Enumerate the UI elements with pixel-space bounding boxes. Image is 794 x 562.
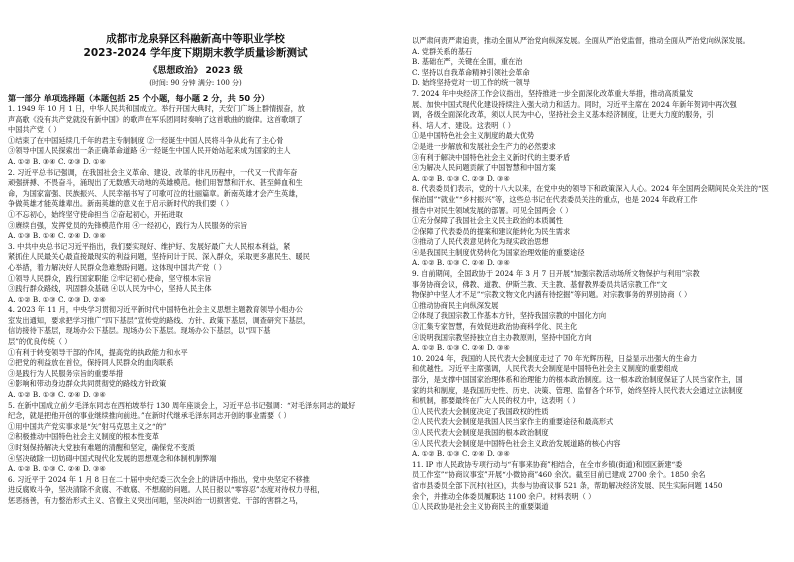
text-line: ①推动协商民主向纵深发展 [412, 300, 499, 310]
subject-title: 《思想政治》 2023 级 [148, 66, 243, 76]
text-line: 争做英雄才能英雄辈出。新南英雄的意义在于启示新时代的我们要（ ） [8, 199, 234, 209]
text-line: A. ①② B. ①③ C. ②④ D. ③④ [8, 464, 106, 474]
text-line: ③是践行为人民服务宗旨的重要举措 [8, 368, 124, 378]
text-line: 7. 2024 年中央经济工作会议指出，坚持推进一步全面深化改革重大举措，推动高质量发 [412, 88, 694, 98]
text-line: 展、加快中国式现代化建设持续注入强大动力和活力。同时，习近平主席在 2024 年新年贺词中再次强 [412, 99, 737, 109]
text-line: ③赓续自强，发挥党员的先锋模范作用 ④一经初心，践行为人民服务的宗旨 [8, 220, 248, 230]
text-line: ②体现了我国宗教工作基本方针，坚持我国宗教的中国化方向 [412, 311, 607, 321]
text-line: 余个，并推动全体委员履职达 1100 余户。材料表明（ ） [412, 491, 596, 501]
text-line: ③人民代表大会制度是我国的根本政治制度 [412, 427, 549, 437]
text-line: 纪念，就是把他开创的事业继续推向前进。”在新时代继承毛泽东同志开创的事业需要（ ） [8, 411, 291, 421]
text-line: 家的共和制度，是我国历史性、历史、决策、管理、监督各个环节，始终坚持人民代表大会通过立法制度 [412, 385, 743, 395]
text-line: ①人民代表大会制度决定了我国政权的性质 [412, 406, 549, 416]
text-line: 进反腐败斗争，坚决清除不贪腐、不敢腐、不想腐的问题。人民日报以“零容忍”态度对待权力寻租， [8, 485, 325, 495]
text-line: A. ①② B. ①③ C. ②④ D. ③④ [412, 343, 510, 353]
text-line: 11. IP 市人民政协专项行动与“有事来协商”相结合，在全市乡镇(街道)和园区新建“委 [412, 459, 683, 469]
text-line: 心举措，着力解决好人民群众急难愁盼问题。这体现中国共产党（ ） [8, 262, 226, 272]
text-line: 命，为国家富强、民族振兴、人民幸福书写了可歌可泣的壮丽篇章。新南英雄才会产生英雄， [8, 188, 303, 198]
left-question-body [8, 104, 383, 507]
text-line: ④坚决破除一切妨碍中国式现代化发展的思想观念和体制机制弊端 [8, 453, 217, 463]
text-line: 2. 习近平总书记强调，在我国社会主义革命、建设、改革的非凡历程中，一代又一代青年奋 [8, 167, 298, 177]
text-line: 员工作室”“协商议事室”开展“小微协商”460 余次。截至目前已建成 2700 余个。1850 余名 [412, 470, 706, 480]
text-line: ④是我国民主制度优势转化为国家治理效能的重要途径 [412, 247, 585, 257]
text-line: 10. 2024 年，我国的人民代表大会制度走过了 70 年光辉历程，日益显示出强大的生命力 [412, 353, 698, 363]
exam-title: 2023-2024 学年度下期期末教学质量诊断测试 [83, 47, 308, 59]
text-line: ②是进一步解放和发展社会生产力的必然要求 [412, 141, 556, 151]
text-line: 报告中对民生领域发展的部署。可见全国两会（ ） [412, 205, 573, 215]
text-line: ②人民代表大会制度是我国人民当家作主的重要途径和最高形式 [412, 417, 614, 427]
text-line: 5. 在新中国成立前夕毛泽东同志在西柏坡举行 130 周年座谈会上，习近平总书记强调：“对毛泽东同志的最好 [8, 400, 356, 410]
exam-meta: (时间: 90 分钟 满分: 100 分) [149, 79, 242, 87]
text-line: ④人民代表大会制度是中国特色社会主义政治发展道路的核心内容 [412, 438, 621, 448]
left-column [8, 30, 383, 507]
text-line: 室发出通知，要求把学习推广“四下基层”宣传党的路线、方针、政策下基层，调查研究下基层， [8, 315, 311, 325]
text-line: ①不忘初心，始终坚守使命担当 ②奋起初心，开拓进取 [8, 209, 183, 219]
text-line: ③领导中国人民探索出一条正确革命道路 ④一经诞生中国人民开始站起来成为国家的主人 [8, 146, 291, 156]
text-line: 1. 1949 年 10 月 1 日，中华人民共和国成立。举行开国大典时，天安门广场上群情振奋，放 [8, 104, 305, 113]
text-line: 调，各级全面深化改革，须以人民为中心，坚持社会主义基本经济制度，让更大力度的服务，引 [412, 110, 714, 120]
text-line: 科、培人才、建设。这表明（ ） [412, 120, 515, 130]
text-line: 3. 中共中央总书记习近平指出，我们要实现好、维护好、发展好最广大人民根本利益，紧 [8, 241, 291, 251]
text-line: 省市县委员全部下沉村(社区)，共参与协商议事 521 条，帮助解决经济发展、民生实际问题 1450 [412, 480, 723, 490]
text-line: 9. 自前期间，全国政协于 2024 年 3 月 7 日开展“加强宗教活动场所文物保护与利用”宗教 [412, 269, 700, 279]
text-line: A. ①③ B. ①④ C. ②④ D. ③④ [8, 231, 106, 241]
text-line: ③时刻保持解决大党独有难题的清醒和坚定，确保党不变质 [8, 443, 195, 452]
text-line: 物保护中坚人才不足”“宗教文物文化内涵有待挖掘”等问题。对宗教事务的界别协商（ ） [412, 290, 692, 300]
text-line: ③有利于解决中国特色社会主义新时代的主要矛盾 [412, 152, 571, 162]
text-line: ③践行群众路线，巩固群众基础 ④以人民为中心，坚持人民主体 [8, 284, 212, 294]
text-line: A. ①② B. ①③ C. ②③ D. ③④ [412, 173, 510, 183]
text-line: ③推动了人民代表意见转化为现实政治思想 [412, 237, 549, 247]
text-line: ④为解决人民问题贡献了中国智慧和中国方案 [412, 163, 556, 173]
text-line: ①用中国共产党实事求是“矢”射马克思主义之“的” [8, 421, 167, 431]
text-line: 以严肃问责严肃追责，推动全面从严治党向纵深发展。全面从严治党监督，推动全面从严治党向纵深发展。 [412, 36, 750, 45]
text-line: ①充分保障了我国社会主义民主政治的本质属性 [412, 216, 563, 226]
text-line: 和优越性。习近平主席强调，人民代表大会制度是中国特色社会主义制度的重要组成 [412, 364, 678, 374]
text-line: D. 始终坚持党对一切工作的统一领导 [412, 78, 530, 88]
text-line: ②积极推动中国特色社会主义制度的根本性变革 [8, 432, 159, 442]
text-line: 6. 习近平于 2024 年 1 月 8 日在二十届中央纪委三次全会上的讲话中指出，党中央坚定不移推 [8, 474, 310, 484]
text-line: ①结束了在中国延续几千年的君主专制制度 ②一经诞生中国人民将斗争从此有了主心骨 [8, 135, 284, 145]
text-line: 顽强拼搏、不畏奋斗，涌现出了无数感天动地的英雄模范。他们用智慧和汗水、甚至鲜血和生 [8, 178, 303, 188]
text-line: B. 基础在严，关键在全面，重在治 [412, 57, 523, 67]
text-line: 4. 2023 年 11 月，中央学习贯彻习近平新时代中国特色社会主义思想主题教育领导小组办公 [8, 305, 304, 315]
text-line: 紧抓住人民最关心最直接最现实的利益问题，坚持问计于民、深入群众，采取更多惠民生、暖民 [8, 252, 310, 262]
text-line: ①人民政协是社会主义协商民主的重要渠道 [412, 502, 549, 512]
text-line: A. ①② B. ①③ C. ②④ D. ③④ [8, 390, 106, 400]
text-line: ④说明我国宗教坚持独立自主办教原则，坚持中国化方向 [412, 332, 592, 342]
text-line: C. 坚持以自我革命精神引领社会革命 [412, 67, 530, 77]
text-line: ④影响和带动身边群众共同贯彻党的路线方针政策 [8, 379, 167, 389]
text-line: A. ①② B. ①③ C. ②④ D. ③④ [412, 449, 510, 459]
text-line: 中国共产党（ ） [8, 125, 61, 135]
text-line: 部分，是支撑中国国家治理体系和治理能力的根本政治制度。这一根本政治制度保证了人民当家作主，国 [412, 375, 743, 384]
text-line: 8. 代表委员们表示，党的十八大以来，在党中央的领导下和政策深入人心。2024 年全国两会期间民众关注的“医 [412, 184, 769, 194]
text-line: A. ①② B. ③④ C. ②③ D. ①④ [8, 156, 106, 166]
text-line: 惩恶扬善，有力整治形式主义、官僚主义突出问题，坚决纠治一切损害党、干部的害群之马， [8, 495, 303, 505]
text-line: ②把党的利益放在首位，保持同人民群众的血肉联系 [8, 358, 174, 368]
text-line: 声高歌《没有共产党就没有新中国》的歌声在军乐团同时奏响了这首歌曲的旋律。这首歌颂了 [8, 114, 303, 124]
right-question-body [412, 36, 787, 513]
text-line: 事务协商会议，佛教、道教、伊斯兰教、天主教、基督教界委员共话宗教工作“文 [412, 279, 668, 289]
text-line: A. ①② B. ①③ C. ②④ D. ③④ [412, 258, 510, 268]
text-line: 信访接待下基层，现场办公下基层。现场办公下基层。现场办公下基层，以“四下基 [8, 326, 271, 336]
text-line: 和机制，都要最终在广大人民的权力中，这表明（ ） [412, 396, 580, 406]
text-line: 层”的优良传统（ ） [8, 337, 72, 347]
school-title: 成都市龙泉驿区科融新高中等职业学校 [106, 33, 285, 45]
right-column [412, 36, 787, 513]
text-line: ③汇集专家智慧，有效促进政治协商科学化、民主化 [412, 322, 578, 332]
part-one-heading: 第一部分 单项选择题（本题包括 25 个小题，每小题 2 分，共 50 分） [8, 93, 270, 103]
text-line: ①是中国特色社会主义制度的最大优势 [412, 131, 535, 141]
text-line: 保治国”“就业”“乡村振兴”等，这些总书记在代表委员关注的重点，也是 2024 年政府工作 [412, 194, 698, 204]
text-line: A. ①② B. ①③ C. ②③ D. ②④ [8, 294, 106, 304]
text-line: A. 党群关系的基石 [412, 46, 473, 56]
text-line: ①领导人民群众，践行国家职能 ②牢记初心使命，坚守根本宗旨 [8, 273, 212, 283]
text-line: ①有利于转变领导干部的作风，提高党的执政能力和水平 [8, 347, 188, 357]
text-line: ②保障了代表委员的提案和建议能转化为民生需求 [412, 226, 571, 236]
